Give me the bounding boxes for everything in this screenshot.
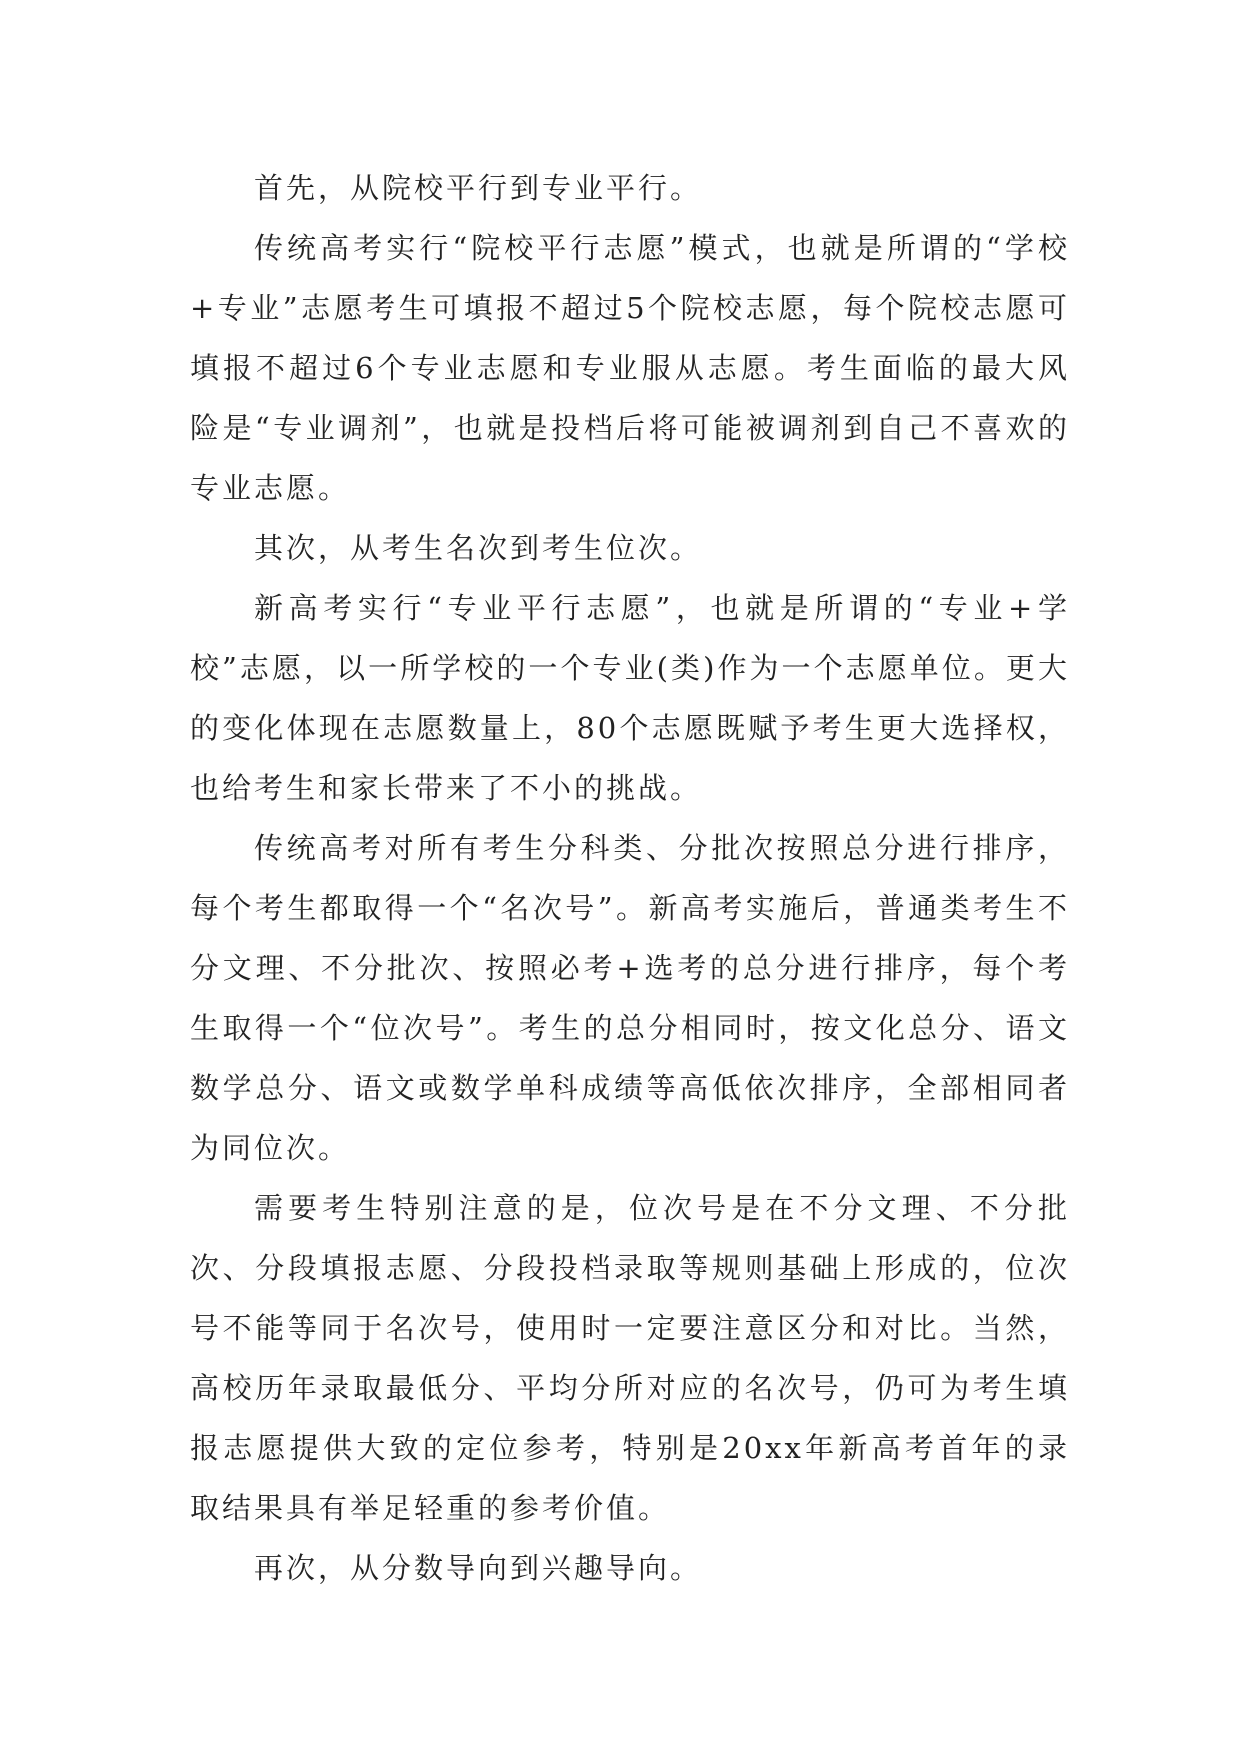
paragraph-heading-second: 其次，从考生名次到考生位次。 <box>254 531 703 565</box>
paragraph-ranking: 传统高考对所有考生分科类、分批次按照总分进行排序，每个考生都取得一个“名次号”。新高考实施后，普通类考生不分文理、不分批次、按照必考+选考的总分进行排序，每个考生取得一个“位次号”。考生的总分相同时，按文化总分、语文数学总分、语文或数学单科成绩等高低依次排序，全部相同者为同位次。 <box>190 831 1070 1165</box>
paragraph-heading-first: 首先，从院校平行到专业平行。 <box>254 171 703 205</box>
paragraph-traditional-exam: 传统高考实行“院校平行志愿”模式，也就是所谓的“学校+专业”志愿考生可填报不超过5个院校志愿，每个院校志愿可填报不超过6个专业志愿和专业服从志愿。考生面临的最大风险是“专业调剂”，也就是投档后将可能被调剂到自己不喜欢的专业志愿。 <box>190 231 1070 505</box>
paragraph-heading-third: 再次，从分数导向到兴趣导向。 <box>254 1551 703 1585</box>
paragraph-notice: 需要考生特别注意的是，位次号是在不分文理、不分批次、分段填报志愿、分段投档录取等规则基础上形成的，位次号不能等同于名次号，使用时一定要注意区分和对比。当然，高校历年录取最低分、平均分所对应的名次号，仍可为考生填报志愿提供大致的定位参考，特别是20xx年新高考首年的录取结果具有举足轻重的参考价值。 <box>190 1191 1070 1525</box>
paragraph-new-exam: 新高考实行“专业平行志愿”，也就是所谓的“专业+学校”志愿，以一所学校的一个专业(类)作为一个志愿单位。更大的变化体现在志愿数量上，80个志愿既赋予考生更大选择权，也给考生和家长带来了不小的挑战。 <box>190 591 1070 805</box>
document-body <box>190 158 1070 1598</box>
